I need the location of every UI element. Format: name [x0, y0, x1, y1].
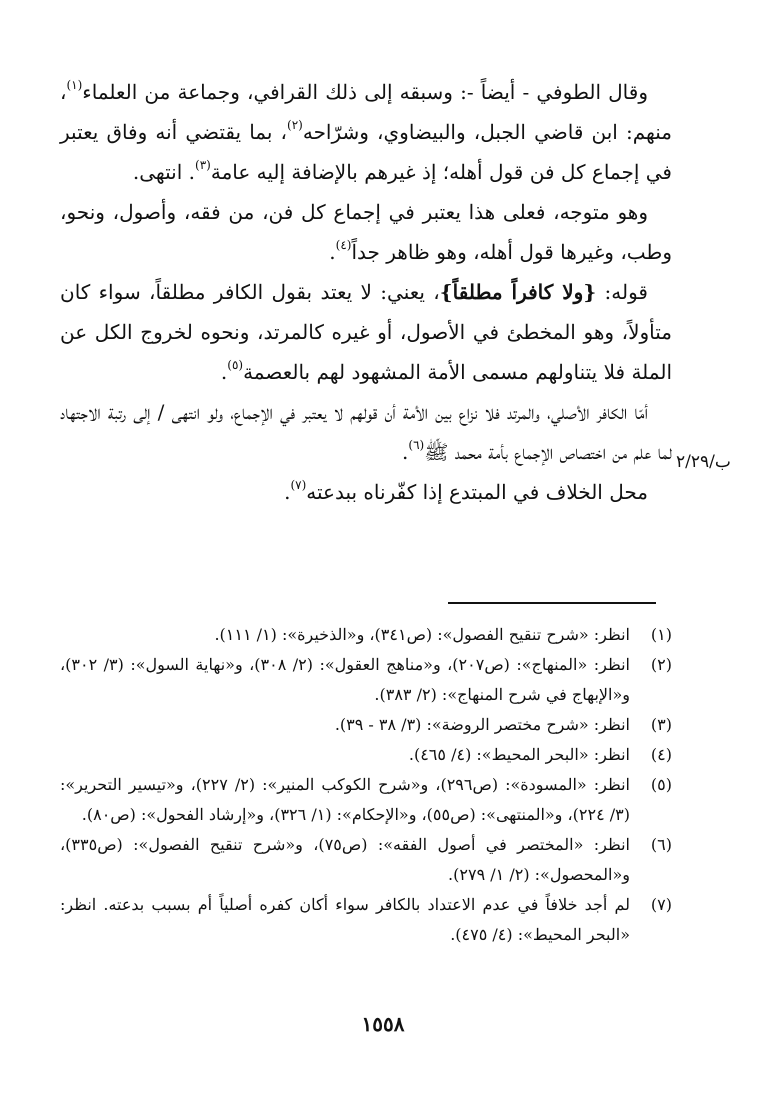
footnote-text: انظر: «شرح مختصر الروضة»: (٣/ ٣٨ - ٣٩). [334, 715, 630, 734]
quoted-matn: {ولا كافراً مطلقاً} [439, 280, 597, 304]
paragraph-1-line2-end: ، بما يقتضي أنه وفاق يعتبر في إجماع كل فن قول أهله؛ إذ غيرهم بالإضافة إليه عامة [60, 120, 672, 184]
footnote-text: لم أجد خلافاً في عدم الاعتداد بالكافر سواء أكان كفره أصلياً أم بسبب بدعته. انظر: «البحر المحيط»: (٤/ ٤٧٥). [60, 895, 630, 944]
paragraph-2-text: وهو متوجه، فعلى هذا يعتبر في إجماع كل فن، من فقه، وأصول، ونحو، وطب، وغيرها قول أهله، وهو ظاهر جداً [60, 200, 672, 264]
footnote-number: (٧) [650, 895, 672, 914]
paragraph-1-line2: منهم: ابن قاضي الجبل، والبيضاوي، وشرّاحه [302, 120, 672, 144]
paragraph-5-end: . [284, 480, 291, 504]
footnote-number: (٦) [650, 835, 672, 854]
paragraph-1-end: . انتهى. [132, 160, 196, 184]
footnote-ref-3: (٣) [195, 158, 211, 173]
footnote-ref-4: (٤) [335, 238, 352, 253]
footnote-item [60, 890, 672, 950]
paragraph-3-end: . [220, 360, 228, 384]
footnote-text: انظر: «المختصر في أصول الفقه»: (ص٧٥)، و«شرح تنقيح الفصول»: (ص٣٣٥)، و«المحصول»: (٢/ ١/ ٢٧٩). [60, 835, 630, 884]
footnote-divider [448, 602, 656, 604]
footnote-number: (٣) [650, 715, 672, 734]
paragraph-5 [60, 472, 672, 512]
paragraph-3 [60, 272, 672, 392]
footnote-ref-7: (٧) [290, 478, 307, 493]
footnote-text: انظر: «المسودة»: (ص٢٩٦)، و«شرح الكوكب المنير»: (٢/ ٢٢٧)، و«تيسير التحرير»: (٣/ ٢٢٤)، و«المنتهى»: (ص٥٥)، و«الإحكام»: (١/ ٣٢٦)، و«إرشاد الفحول»: (ص٨٠). [60, 775, 630, 824]
footnote-text: انظر: «البحر المحيط»: (٤/ ٤٦٥). [408, 745, 630, 764]
paragraph-4 [60, 392, 672, 472]
paragraph-2 [60, 192, 672, 272]
footnote-number: (٤) [650, 745, 672, 764]
paragraph-1-punct: ، [60, 80, 67, 104]
paragraph-1-line1: وقال الطوفي - أيضاً -: وسبقه إلى ذلك القرافي، وجماعة من العلماء [82, 80, 648, 104]
footnote-text: انظر: «المنهاج»: (ص٢٠٧)، و«مناهج العقول»: (٢/ ٣٠٨)، و«نهاية السول»: (٣/ ٣٠٢)، و«الإبهاج في شرح المنهاج»: (٢/ ٣٨٣). [60, 655, 630, 704]
footnote-ref-1: (١) [66, 78, 83, 93]
footnote-number: (٥) [650, 775, 672, 794]
paragraph-3-lead: قوله: [604, 280, 648, 304]
paragraph-4-text: أمّا الكافر الأصلي، والمرتد فلا نزاع بين الأمة أن قولهم لا يعتبر في الإجماع، ولو انتهى / إلى رتبة الاجتهاد لما علم من اختصاص الإجماع بأمة محمد ﷺ [60, 400, 672, 464]
paragraph-2-end: . [329, 240, 336, 264]
main-text [60, 72, 672, 512]
footnote-item [60, 650, 672, 710]
footnote-ref-6: (٦) [408, 438, 425, 453]
footnote-item [60, 710, 672, 740]
paragraph-4-end: . [402, 440, 409, 464]
page-number: ١٥٥٨ [361, 1012, 405, 1036]
manuscript-folio-marker: ب/٢/٢٩ [676, 452, 731, 472]
footnote-ref-5: (٥) [227, 358, 244, 373]
footnote-item [60, 830, 672, 890]
paragraph-1 [60, 72, 672, 192]
footnote-number: (١) [650, 625, 672, 644]
footnote-item [60, 740, 672, 770]
paragraph-5-text: محل الخلاف في المبتدع إذا كفّرناه ببدعته [306, 480, 648, 504]
footnote-number: (٢) [650, 655, 672, 674]
footnote-ref-2: (٢) [287, 118, 303, 133]
paragraph-3-text: ، يعني: لا يعتد بقول الكافر مطلقاً، سواء كان متأولاً، وهو المخطئ في الأصول، أو غيره كالمرتد، ونحوه لخروج الكل عن الملة فلا يتناولهم مسمى الأمة المشهود لهم بالعصمة [60, 280, 672, 384]
footnote-text: انظر: «شرح تنقيح الفصول»: (ص٣٤١)، و«الذخيرة»: (١/ ١١١). [214, 625, 630, 644]
footnotes [60, 620, 672, 950]
footnote-item [60, 770, 672, 830]
footnote-item [60, 620, 672, 650]
